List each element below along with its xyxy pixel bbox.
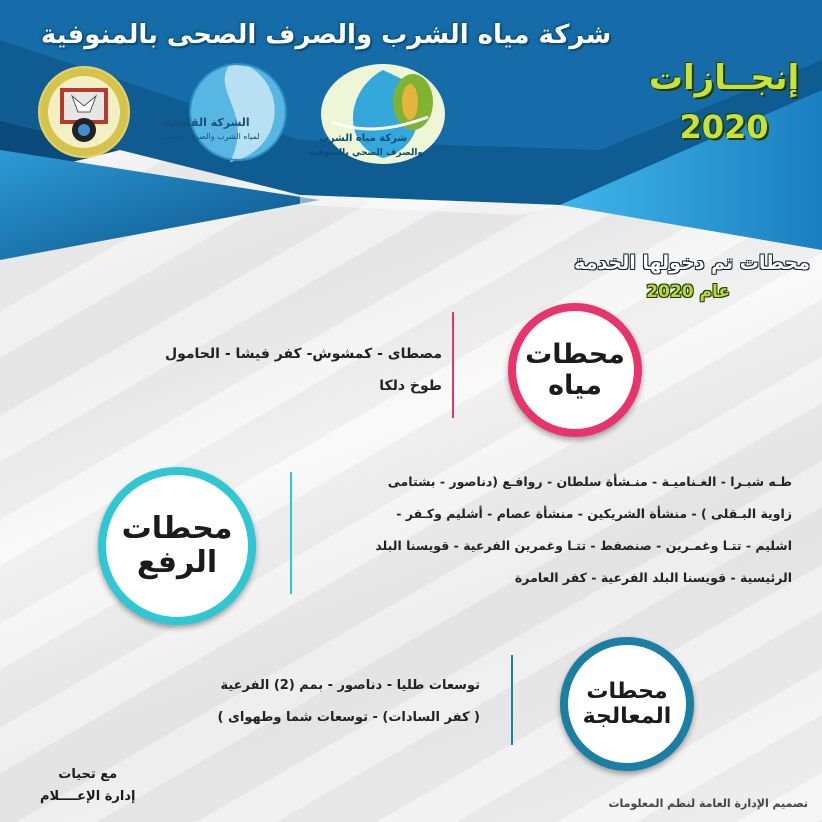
holding-company-logo <box>160 62 290 166</box>
achievements-heading: إنجــازات <box>648 58 800 98</box>
treatment-stations-text <box>180 670 480 734</box>
company-logo-text-2: والصرف الصحي بالمنوفية <box>308 148 423 158</box>
company-title: شركة مياه الشرب والصرف الصحى بالمنوفية <box>40 20 612 50</box>
water-badge-line-1: محطات <box>525 338 625 370</box>
footer-greeting-line-1: مع تحيات <box>58 767 118 782</box>
intro-line-2: عام 2020 <box>646 282 730 302</box>
lift-text-line-2: زاوية البـقلى ) - منشأة الشريكين - منشأة عصام - أشليم وكـفر - <box>396 506 792 521</box>
lift-badge-line-2: الرفع <box>136 545 218 580</box>
lift-stations-badge <box>98 467 256 625</box>
water-stations-text <box>112 338 442 402</box>
treatment-badge-line-1: محطات <box>586 678 668 704</box>
water-stations-badge <box>508 303 642 437</box>
footer-greeting-line-2: إدارة الإعــــلام <box>40 789 136 804</box>
intro-line-1: محطات تم دخولها الخدمة <box>574 252 810 274</box>
lift-badge-line-1: محطات <box>121 510 233 546</box>
governorate-emblem <box>38 66 130 158</box>
water-text-line-2: طوخ دلكا <box>379 378 442 394</box>
lift-text-line-1: طـه شبـرا - الغـناميـة - منـشأة سلطان - روافـع (دناصور - بشتامى <box>387 474 792 489</box>
treatment-badge-line-2: المعالجة <box>582 704 672 729</box>
emblem-graphic <box>38 66 130 158</box>
treatment-stations-badge <box>560 637 694 771</box>
water-badge-line-2: مياه <box>548 370 602 401</box>
water-text-line-1: مصطاى - كمشوش- كفر فيشا - الحامول <box>164 346 442 362</box>
treatment-text-line-1: توسعات طليا - دناصور - بمم (2) الفرعية <box>220 678 480 693</box>
year-heading: 2020 <box>679 108 769 146</box>
holding-logo-graphic <box>160 62 290 166</box>
footer-greeting <box>40 764 135 808</box>
company-logo <box>308 62 448 166</box>
treatment-text-line-2: ( كفر السادات) - توسعات شما وطهواى ) <box>217 710 480 725</box>
footer-designer-credit: تصميم الإدارة العامة لنظم المعلومات <box>608 797 808 810</box>
holding-logo-text-1: الشركة القابضة <box>165 116 250 129</box>
lift-stations-text <box>302 466 792 594</box>
lift-text-line-4: الرئيسية - قويسنا البلد الفرعية - كفر العامرة <box>514 570 792 585</box>
lift-text-line-3: اشليم - تتـا وغمـرين - صنصفط - تتـا وغمرين الفرعية - قويسنا البلد <box>375 538 792 553</box>
company-logo-text-1: شركة مياه الشرب <box>318 133 408 144</box>
holding-logo-text-2: لمياه الشرب والصرف الصحي <box>160 132 260 141</box>
